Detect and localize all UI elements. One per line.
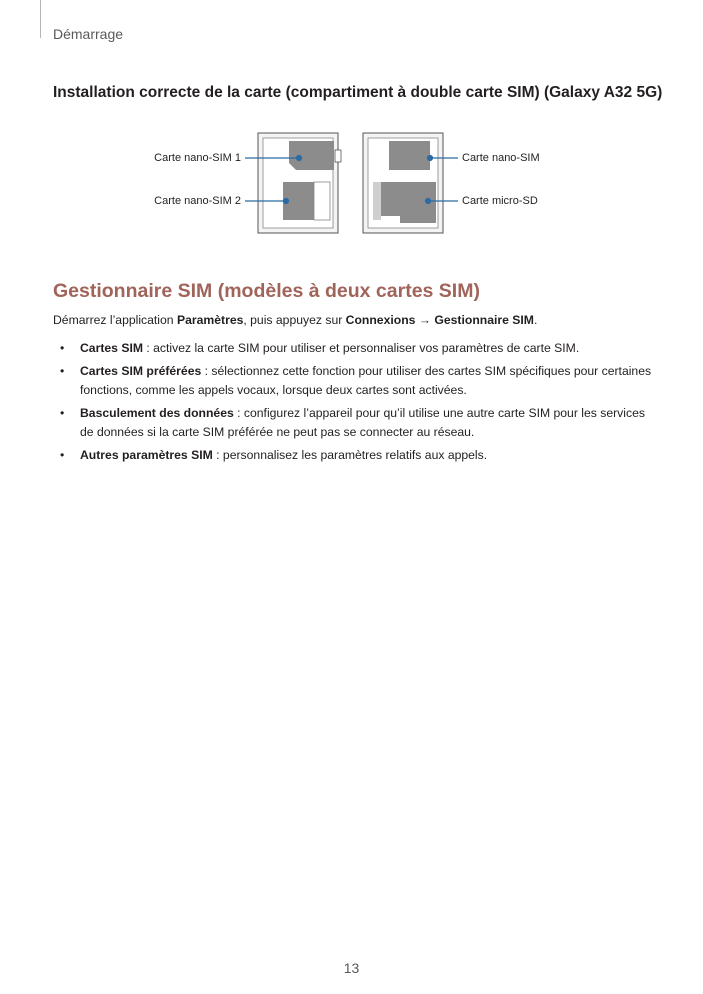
header-rule	[40, 0, 41, 38]
sim-manager-options	[53, 339, 653, 469]
nano-sim-card	[389, 141, 430, 170]
tray-left	[258, 133, 341, 233]
bullet-term: Cartes SIM	[80, 341, 143, 355]
bullet-term: Autres paramètres SIM	[80, 448, 213, 462]
tray-right	[363, 133, 443, 233]
list-item	[53, 339, 653, 358]
sim-tray-diagram	[0, 120, 703, 250]
chapter-label: Démarrage	[53, 26, 124, 42]
bullet-dot: •	[60, 448, 65, 462]
intro-app: Paramètres	[176, 313, 244, 327]
intro-menu: Connexions	[345, 313, 416, 327]
label-micro-sd: Carte micro-SD	[462, 195, 538, 207]
bullet-dot: •	[60, 406, 65, 420]
intro-middle: , puis appuyez sur	[243, 313, 346, 327]
bullet-text: : personnalisez les paramètres relatifs aux appels.	[212, 448, 488, 462]
bullet-text: : sélectionnez cette fonction pour utiliser des cartes SIM spécifiques pour certaines fonctions, comme les appels vocaux, lorsque deux cartes sont activées.	[80, 364, 652, 397]
sim-manager-title: Gestionnaire SIM (modèles à deux cartes SIM)	[53, 280, 480, 302]
list-item	[53, 446, 653, 465]
intro-item: Gestionnaire SIM	[434, 313, 534, 327]
label-nano-sim-2: Carte nano-SIM 2	[154, 195, 241, 207]
sim-manager-intro	[53, 313, 537, 327]
bullet-dot: •	[60, 341, 65, 355]
intro-suffix: .	[533, 313, 538, 327]
label-nano-sim-1: Carte nano-SIM 1	[154, 152, 241, 164]
list-item	[53, 404, 653, 442]
nano-sim-1-card	[289, 141, 334, 170]
section-heading: Installation correcte de la carte (compartiment à double carte SIM) (Galaxy A32 5G)	[53, 84, 663, 101]
list-item	[53, 362, 653, 400]
page-number: 13	[343, 960, 360, 976]
bullet-term: Basculement des données	[80, 406, 234, 420]
sim-tray-figure	[0, 120, 703, 250]
label-nano-sim: Carte nano-SIM	[462, 152, 540, 164]
intro-prefix: Démarrez l’application	[53, 313, 177, 327]
bullet-text: : configurez l’appareil pour qu’il utilise une autre carte SIM pour les services de données si la carte SIM préférée ne peut pas se connecter au réseau.	[80, 406, 645, 439]
bullet-term: Cartes SIM préférées	[80, 364, 202, 378]
bullet-text: : activez la carte SIM pour utiliser et personnaliser vos paramètres de carte SIM.	[143, 341, 580, 355]
intro-arrow: →	[415, 313, 435, 327]
bullet-dot: •	[60, 364, 65, 378]
